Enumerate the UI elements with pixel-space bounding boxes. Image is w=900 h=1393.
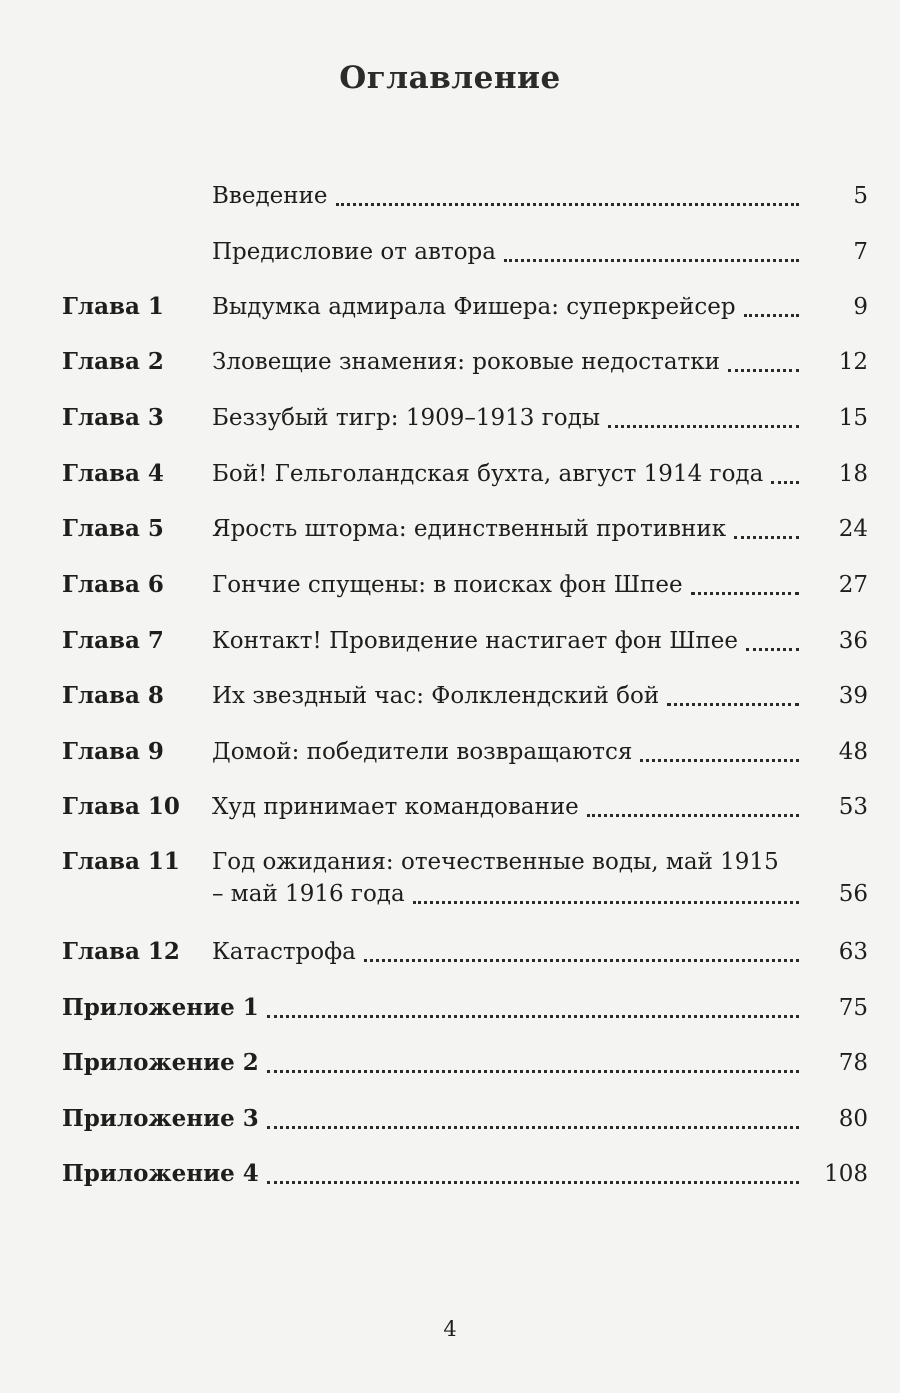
toc-chapter-label: Глава 10 <box>62 793 180 820</box>
dot-leader <box>336 203 799 206</box>
toc-entry-introduction[interactable] <box>62 180 868 212</box>
toc-entry-title: Их звездный час: Фолклендский бой <box>212 683 660 709</box>
toc-entry-chapter-11[interactable] <box>62 846 868 910</box>
toc-chapter-label: Глава 2 <box>62 348 164 375</box>
toc-entry-chapter-9[interactable] <box>62 736 868 768</box>
dot-leader <box>728 369 799 372</box>
dot-leader <box>267 1181 799 1184</box>
toc-entry-title: Беззубый тигр: 1909–1913 годы <box>212 405 601 431</box>
toc-entry-chapter-8[interactable] <box>62 680 868 712</box>
toc-chapter-label: Глава 4 <box>62 460 164 487</box>
toc-page-number: 24 <box>838 516 868 542</box>
dot-leader <box>640 759 799 762</box>
toc-page-number: 15 <box>838 405 868 431</box>
toc-chapter-label: Глава 11 <box>62 848 180 875</box>
toc-page-number: 108 <box>824 1161 868 1187</box>
toc-page-number: 56 <box>838 881 868 907</box>
dot-leader <box>267 1126 799 1129</box>
toc-entry-chapter-6[interactable] <box>62 569 868 601</box>
footer-page-number: 4 <box>443 1317 457 1341</box>
toc-page-number: 63 <box>838 939 868 965</box>
toc-entry-title: Введение <box>212 183 328 209</box>
toc-entry-chapter-3[interactable] <box>62 402 868 434</box>
toc-page-number: 7 <box>853 239 868 265</box>
toc-entry-title: Зловещие знамения: роковые недостатки <box>212 349 720 375</box>
toc-entry-chapter-12[interactable] <box>62 936 868 968</box>
toc-entry-title-line2: – май 1916 года <box>212 881 405 907</box>
toc-page-number: 36 <box>838 628 868 654</box>
dot-leader <box>771 481 799 484</box>
toc-entry-title: Бой! Гельголандская бухта, август 1914 года <box>212 461 764 487</box>
dot-leader <box>267 1070 799 1073</box>
toc-entry-title-line1: Год ожидания: отечественные воды, май 1915 <box>212 849 779 875</box>
toc-page-number: 18 <box>838 461 868 487</box>
toc-entry-title: Гончие спущены: в поисках фон Шпее <box>212 572 683 598</box>
dot-leader <box>667 703 799 706</box>
toc-appendix-label: Приложение 1 <box>62 994 259 1021</box>
toc-entry-chapter-2[interactable] <box>62 346 868 378</box>
dot-leader <box>608 425 799 428</box>
toc-chapter-label: Глава 7 <box>62 627 164 654</box>
dot-leader <box>504 259 799 262</box>
page-title: Оглавление <box>339 60 561 96</box>
toc-entry-title: Домой: победители возвращаются <box>212 739 633 765</box>
toc-entry-appendix-1[interactable] <box>62 992 868 1024</box>
toc-chapter-label: Глава 1 <box>62 293 164 320</box>
toc-page-number: 53 <box>838 794 868 820</box>
toc-appendix-label: Приложение 2 <box>62 1049 259 1076</box>
toc-entry-title: Предисловие от автора <box>212 239 496 265</box>
toc-entry-chapter-5[interactable] <box>62 513 868 545</box>
toc-chapter-label: Глава 12 <box>62 938 180 965</box>
toc-entry-appendix-4[interactable] <box>62 1158 868 1190</box>
toc-entry-chapter-7[interactable] <box>62 625 868 657</box>
dot-leader <box>587 814 799 817</box>
toc-entry-title: Выдумка адмирала Фишера: суперкрейсер <box>212 294 736 320</box>
toc-entry-chapter-10[interactable] <box>62 791 868 823</box>
toc-page-number: 9 <box>853 294 868 320</box>
toc-entry-appendix-2[interactable] <box>62 1047 868 1079</box>
dot-leader <box>267 1015 799 1018</box>
toc-entry-chapter-4[interactable] <box>62 458 868 490</box>
toc-chapter-label: Глава 9 <box>62 738 164 765</box>
toc-appendix-label: Приложение 4 <box>62 1160 259 1187</box>
toc-entry-title: Катастрофа <box>212 939 356 965</box>
toc-page-number: 27 <box>838 572 868 598</box>
toc-page-number: 78 <box>838 1050 868 1076</box>
toc-entry-appendix-3[interactable] <box>62 1103 868 1135</box>
dot-leader <box>364 959 799 962</box>
toc-page-number: 12 <box>838 349 868 375</box>
toc-entry-title: Контакт! Провидение настигает фон Шпее <box>212 628 739 654</box>
toc-page-number: 5 <box>853 183 868 209</box>
toc-chapter-label: Глава 6 <box>62 571 164 598</box>
dot-leader <box>734 536 799 539</box>
dot-leader <box>413 901 799 904</box>
dot-leader <box>744 314 799 317</box>
toc-entry-title: Худ принимает командование <box>212 794 579 820</box>
toc-page-number: 75 <box>838 995 868 1021</box>
toc-chapter-label: Глава 8 <box>62 682 164 709</box>
toc-page-number: 39 <box>838 683 868 709</box>
toc-chapter-label: Глава 5 <box>62 515 164 542</box>
toc-entry-chapter-1[interactable] <box>62 291 868 323</box>
toc-page-number: 80 <box>838 1106 868 1132</box>
dot-leader <box>691 592 799 595</box>
toc-chapter-label: Глава 3 <box>62 404 164 431</box>
toc-page-number: 48 <box>838 739 868 765</box>
dot-leader <box>746 648 799 651</box>
toc-appendix-label: Приложение 3 <box>62 1105 259 1132</box>
toc-entry-preface[interactable] <box>62 236 868 268</box>
toc-entry-title: Ярость шторма: единственный противник <box>212 516 727 542</box>
